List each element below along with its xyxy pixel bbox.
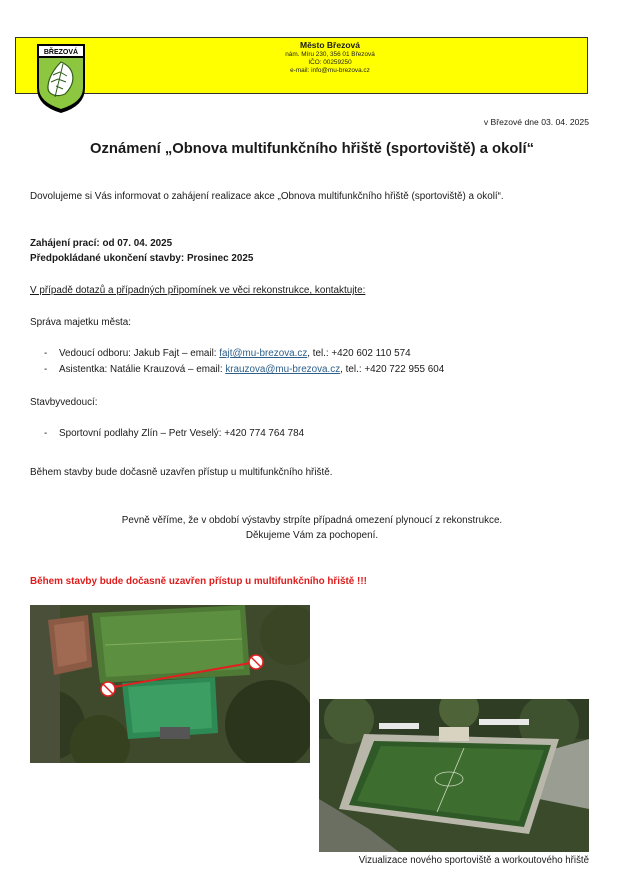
town-address: nám. Míru 230, 356 01 Březová	[285, 50, 375, 58]
builder-label: Stavbyvedoucí:	[30, 397, 98, 408]
contact-item	[44, 346, 411, 361]
contact-phone: , tel.: +420 602 110 574	[307, 348, 411, 359]
builder-text: Sportovní podlahy Zlín – Petr Veselý: +420 774 764 784	[59, 428, 305, 439]
visualization-image	[319, 699, 589, 852]
bullet-dash: -	[44, 428, 48, 439]
contact-prefix: Vedoucí odboru: Jakub Fajt – email:	[59, 348, 220, 359]
letterhead-text	[200, 40, 460, 75]
contact-heading: V případě dotazů a případných připomínek ve věci rekonstrukce, kontaktujte:	[30, 285, 366, 296]
thanks-line-1: Pevně věříme, že v období výstavby strpíte případná omezení plynoucí z rekonstrukce.	[121, 515, 503, 526]
admin-label: Správa majetku města:	[30, 317, 131, 328]
contact-phone: , tel.: +420 722 955 604	[340, 364, 445, 375]
town-crest-logo	[35, 42, 87, 114]
thanks-line-2: Děkujeme Vám za pochopení.	[245, 530, 379, 541]
contact-email-link[interactable]: fajt@mu-brezova.cz	[219, 348, 308, 359]
crest-name: BŘEZOVÁ	[43, 49, 79, 56]
town-ico: IČO: 00259250	[308, 58, 352, 66]
builder-item	[44, 426, 304, 441]
closure-note: Během stavby bude dočasně uzavřen přístup u multifunkčního hřiště.	[30, 467, 333, 478]
document-title: Oznámení „Obnova multifunkčního hřiště (sportoviště) a okolí“	[90, 141, 534, 157]
contact-item	[44, 362, 444, 377]
start-date-line: Zahájení prací: od 07. 04. 2025	[30, 238, 173, 249]
contact-email-link[interactable]: krauzova@mu-brezova.cz	[225, 364, 341, 375]
town-email[interactable]: e-mail: info@mu-brezova.cz	[290, 66, 370, 74]
aerial-photo	[30, 605, 310, 763]
bullet-dash: -	[44, 364, 48, 375]
warning-text: Během stavby bude dočasně uzavřen přístup u multifunkčního hřiště !!!	[30, 576, 367, 587]
contact-prefix: Asistentka: Natálie Krauzová – email:	[59, 364, 226, 375]
end-date-line: Předpokládané ukončení stavby: Prosinec 2025	[30, 253, 254, 264]
town-name: Město Březová	[300, 40, 360, 50]
bullet-dash: -	[44, 348, 48, 359]
document-date: v Březové dne 03. 04. 2025	[483, 117, 589, 127]
image-caption: Vizualizace nového sportoviště a workoutového hřiště	[358, 855, 589, 866]
intro-paragraph: Dovolujeme si Vás informovat o zahájení realizace akce „Obnova multifunkčního hřiště (sportoviště) a okolí“.	[30, 191, 504, 202]
